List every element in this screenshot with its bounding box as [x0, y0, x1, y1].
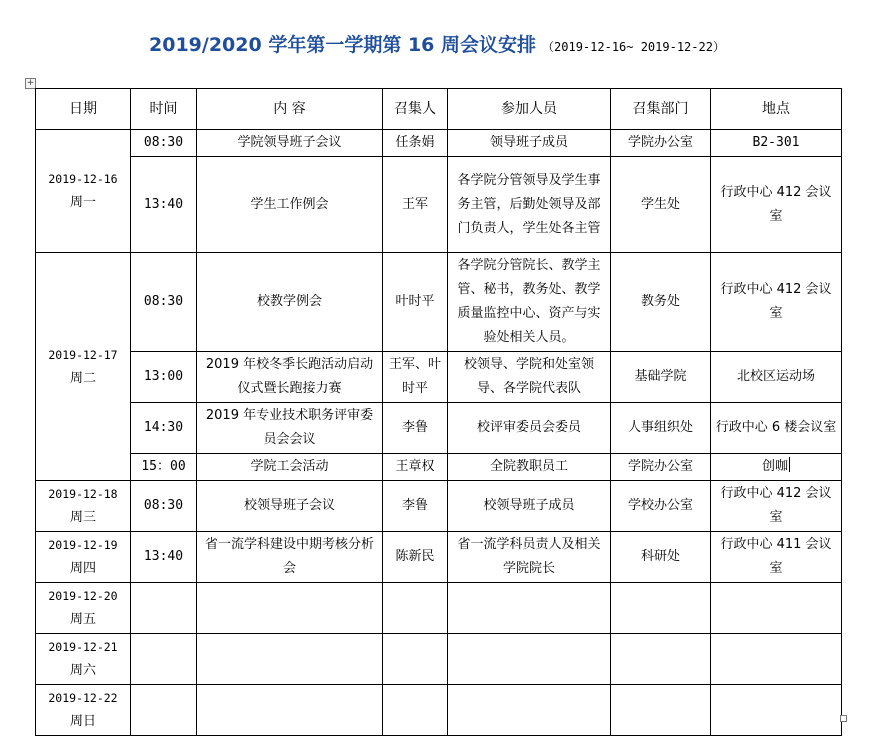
- convener-cell: 王章权: [383, 454, 448, 481]
- dept-cell: 人事组织处: [611, 403, 711, 454]
- location-cell: 行政中心 411 会议室: [711, 532, 842, 583]
- content-cell: 2019 年专业技术职务评审委员会会议: [197, 403, 383, 454]
- date-value: 2019-12-19: [48, 538, 118, 552]
- dept-cell: 学院办公室: [611, 130, 711, 157]
- attendees-cell: 校评审委员会委员: [448, 403, 611, 454]
- time-cell: 13:40: [131, 157, 197, 253]
- location-cell-text: 创咖: [761, 459, 788, 474]
- convener-cell: 王军、叶时平: [383, 352, 448, 403]
- attendees-cell: 全院教职员工: [448, 454, 611, 481]
- convener-cell: 任条娟: [383, 130, 448, 157]
- attendees-cell: [448, 583, 611, 634]
- weekday-value: 周二: [69, 370, 96, 386]
- weekday-value: 周日: [69, 714, 96, 729]
- attendees-cell: [448, 634, 611, 685]
- table-resize-handle[interactable]: [840, 715, 847, 722]
- convener-cell: 王军: [383, 157, 448, 253]
- date-cell: [36, 253, 131, 481]
- dept-cell: [611, 583, 711, 634]
- time-cell: [131, 634, 197, 685]
- time-cell: 08:30: [131, 481, 197, 532]
- page-title: [0, 30, 874, 57]
- header-row: [36, 89, 842, 130]
- time-cell: 08:30: [131, 130, 197, 157]
- title-main: 2019/2020 学年第一学期第 16 周会议安排: [149, 34, 537, 56]
- table-row: [36, 685, 842, 736]
- convener-cell: 李鲁: [383, 403, 448, 454]
- table-row: [36, 454, 842, 481]
- text-cursor: [789, 457, 790, 472]
- schedule-table: [35, 88, 842, 736]
- date-value: 2019-12-17: [48, 347, 118, 362]
- table-row: [36, 481, 842, 532]
- header-convener: 召集人: [383, 89, 448, 130]
- table-move-handle-icon[interactable]: +: [26, 78, 35, 88]
- convener-cell: 陈新民: [383, 532, 448, 583]
- time-cell: 15：00: [131, 454, 197, 481]
- date-cell: [36, 532, 131, 583]
- weekday-value: 周五: [69, 612, 96, 627]
- content-cell: 学院工会活动: [197, 454, 383, 481]
- date-value: 2019-12-18: [48, 487, 118, 501]
- attendees-cell: 各学院分管领导及学生事务主管，后勤处领导及部门负责人，学生处各主管: [448, 157, 611, 253]
- content-cell: [197, 583, 383, 634]
- content-cell: [197, 685, 383, 736]
- location-cell: 行政中心 412 会议室: [711, 253, 842, 352]
- dept-cell: 学生处: [611, 157, 711, 253]
- attendees-cell: 校领导班子成员: [448, 481, 611, 532]
- convener-cell: 叶时平: [383, 253, 448, 352]
- location-cell[interactable]: [711, 454, 842, 481]
- dept-cell: [611, 634, 711, 685]
- header-location: 地点: [711, 89, 842, 130]
- date-value: 2019-12-22: [48, 691, 118, 705]
- date-cell: [36, 583, 131, 634]
- header-attendees: 参加人员: [448, 89, 611, 130]
- dept-cell: [611, 685, 711, 736]
- weekday-value: 周一: [69, 195, 96, 210]
- attendees-cell: [448, 685, 611, 736]
- content-cell: 省一流学科建设中期考核分析会: [197, 532, 383, 583]
- table-row: [36, 634, 842, 685]
- location-cell: 行政中心 412 会议室: [711, 157, 842, 253]
- attendees-cell: 各学院分管院长、教学主管、秘书，教务处、教学质量监控中心、资产与实验处相关人员。: [448, 253, 611, 352]
- weekday-value: 周三: [69, 510, 96, 525]
- table-row: [36, 403, 842, 454]
- header-time: 时间: [131, 89, 197, 130]
- date-cell: [36, 685, 131, 736]
- table-row: [36, 583, 842, 634]
- location-cell: [711, 634, 842, 685]
- date-value: 2019-12-16: [48, 172, 118, 186]
- time-cell: [131, 685, 197, 736]
- convener-cell: [383, 685, 448, 736]
- convener-cell: [383, 634, 448, 685]
- time-cell: 08:30: [131, 253, 197, 352]
- content-cell: 校领导班子会议: [197, 481, 383, 532]
- location-cell: 行政中心 6 楼会议室: [711, 403, 842, 454]
- content-cell: [197, 634, 383, 685]
- dept-cell: 基础学院: [611, 352, 711, 403]
- convener-cell: [383, 583, 448, 634]
- date-cell: [36, 130, 131, 253]
- header-content: 内 容: [197, 89, 383, 130]
- header-dept: 召集部门: [611, 89, 711, 130]
- time-cell: [131, 583, 197, 634]
- dept-cell: 教务处: [611, 253, 711, 352]
- content-cell: 校教学例会: [197, 253, 383, 352]
- date-cell: [36, 634, 131, 685]
- content-cell: 学生工作例会: [197, 157, 383, 253]
- dept-cell: 学院办公室: [611, 454, 711, 481]
- attendees-cell: 省一流学科员责人及相关学院院长: [448, 532, 611, 583]
- time-cell: 13:40: [131, 532, 197, 583]
- attendees-cell: 领导班子成员: [448, 130, 611, 157]
- location-cell: [711, 685, 842, 736]
- table-row: [36, 157, 842, 253]
- location-cell: 行政中心 412 会议室: [711, 481, 842, 532]
- time-cell: 14:30: [131, 403, 197, 454]
- date-value: 2019-12-21: [48, 640, 118, 654]
- attendees-cell: 校领导、学院和处室领导、各学院代表队: [448, 352, 611, 403]
- content-cell: 学院领导班子会议: [197, 130, 383, 157]
- table-row: [36, 532, 842, 583]
- date-cell: [36, 481, 131, 532]
- dept-cell: 科研处: [611, 532, 711, 583]
- time-cell: 13:00: [131, 352, 197, 403]
- table-row: [36, 253, 842, 352]
- convener-cell: 李鲁: [383, 481, 448, 532]
- weekday-value: 周六: [69, 663, 96, 678]
- table-row: [36, 130, 842, 157]
- header-date: 日期: [36, 89, 131, 130]
- table-row: [36, 352, 842, 403]
- dept-cell: 学校办公室: [611, 481, 711, 532]
- date-value: 2019-12-20: [48, 589, 118, 603]
- location-cell: [711, 583, 842, 634]
- location-cell: B2-301: [711, 130, 842, 157]
- location-cell: 北校区运动场: [711, 352, 842, 403]
- title-date-range: （2019-12-16~ 2019-12-22）: [542, 40, 725, 54]
- weekday-value: 周四: [69, 561, 96, 576]
- content-cell: 2019 年校冬季长跑活动启动仪式暨长跑接力赛: [197, 352, 383, 403]
